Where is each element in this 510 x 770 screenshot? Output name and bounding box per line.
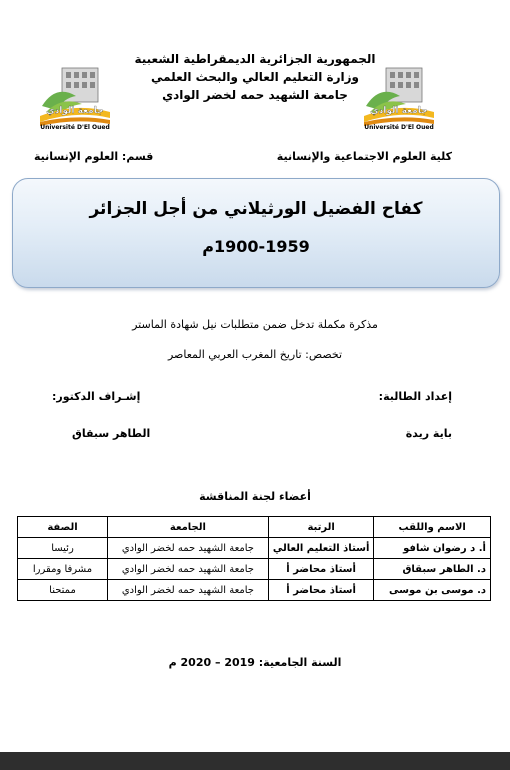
member-rank: أستاذ محاضر أ bbox=[268, 580, 374, 601]
header-ministry: وزارة التعليم العالي والبحث العلمي bbox=[150, 70, 360, 84]
logo-latin-text-right: Université D'El Oued bbox=[364, 124, 434, 131]
thesis-note: مذكرة مكملة تدخل ضمن متطلبات نيل شهادة الماستر bbox=[132, 318, 378, 331]
member-name: د. موسى بن موسى bbox=[374, 580, 491, 601]
title-box bbox=[12, 178, 500, 288]
member-rank: أستاذ التعليم العالي bbox=[268, 538, 374, 559]
column-header-university: الجامعة bbox=[107, 517, 268, 538]
member-university: جامعة الشهيد حمه لخضر الوادي bbox=[107, 580, 268, 601]
student-label: إعداد الطالبة: bbox=[378, 390, 452, 403]
table-row bbox=[18, 559, 491, 580]
member-rank: أستاذ محاضر أ bbox=[268, 559, 374, 580]
header-university: جامعة الشهيد حمه لخضر الوادي bbox=[162, 88, 348, 102]
committee-table bbox=[17, 516, 491, 601]
table-header-row bbox=[18, 517, 491, 538]
faculty-name: كلية العلوم الاجتماعية والإنسانية bbox=[276, 150, 452, 163]
page-bottom-bar bbox=[0, 752, 510, 770]
member-university: جامعة الشهيد حمه لخضر الوادي bbox=[107, 559, 268, 580]
academic-year: السنة الجامعية: 2019 – 2020 م bbox=[168, 656, 342, 669]
specialization: تخصص: تاريخ المغرب العربي المعاصر bbox=[167, 348, 343, 361]
supervisor-label: إشـراف الدكتور: bbox=[52, 390, 141, 403]
column-header-role: الصفة bbox=[18, 517, 108, 538]
member-name: أ. د رضوان شافو bbox=[374, 538, 491, 559]
member-role: مشرفا ومقررا bbox=[18, 559, 108, 580]
department-name: قسم: العلوم الإنسانية bbox=[34, 150, 154, 163]
thesis-title: كفاح الفضيل الورثيلاني من أجل الجزائر bbox=[89, 199, 423, 219]
logo-arabic-text-left: جامعة الوادي bbox=[46, 106, 104, 116]
logo-arabic-text-right: جامعة الوادي bbox=[370, 106, 428, 116]
student-name: باية ريدة bbox=[405, 427, 452, 440]
supervisor-name: الطاهر سبقاق bbox=[72, 427, 151, 440]
university-logo-left bbox=[36, 62, 114, 144]
table-row bbox=[18, 580, 491, 601]
column-header-rank: الرتبة bbox=[268, 517, 374, 538]
member-role: ممتحنا bbox=[18, 580, 108, 601]
member-name: د. الطاهر سبقاق bbox=[374, 559, 491, 580]
university-logo-right bbox=[360, 62, 438, 144]
committee-heading: أعضاء لجنة المناقشة bbox=[199, 490, 311, 503]
table-row bbox=[18, 538, 491, 559]
logo-latin-text-left: Université D'El Oued bbox=[40, 124, 110, 131]
column-header-name: الاسم واللقب bbox=[374, 517, 491, 538]
thesis-years: 1900-1959م bbox=[202, 237, 310, 256]
member-role: رئيسا bbox=[18, 538, 108, 559]
header-republic: الجمهورية الجزائرية الديمقراطية الشعبية bbox=[134, 52, 376, 66]
member-university: جامعة الشهيد حمه لخضر الوادي bbox=[107, 538, 268, 559]
